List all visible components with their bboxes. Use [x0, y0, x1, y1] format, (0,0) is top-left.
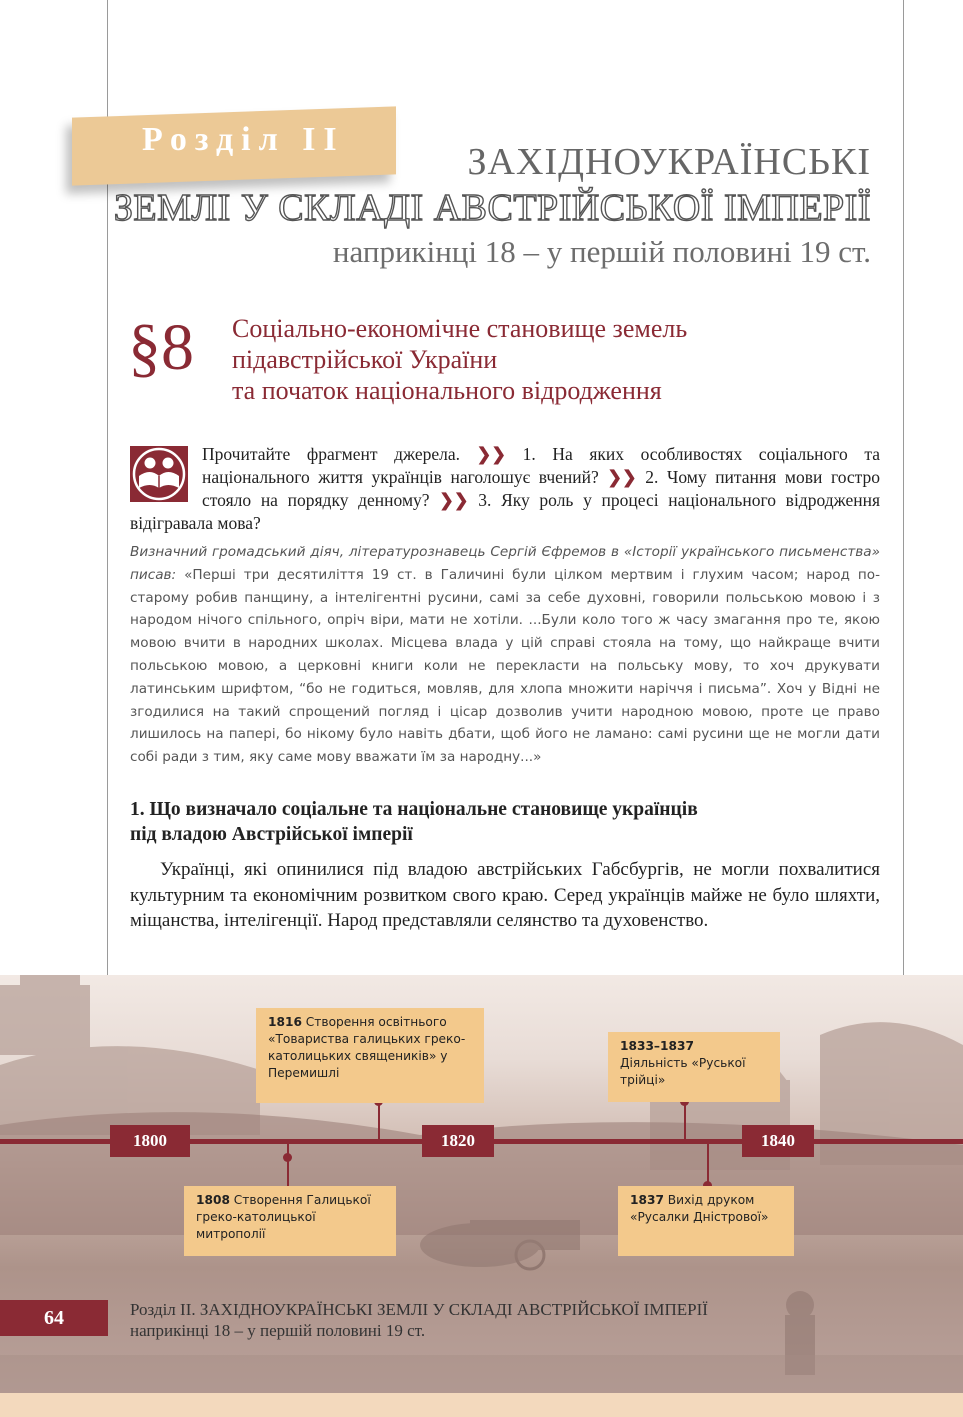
chapter-label: Розділ ІІ	[142, 121, 345, 158]
quote-intro: Визначний громадський діяч, літературознавець Сергій Єфремов в «Історії українського письменства» писав:	[130, 544, 880, 583]
timeline-event-date: 1808	[196, 1193, 230, 1207]
timeline-stem-1837	[707, 1142, 709, 1186]
footer-line1: Розділ ІІ. ЗАХІДНОУКРАЇНСЬКІ ЗЕМЛІ У СКЛАДІ АВСТРІЙСЬКОЇ ІМПЕРІЇ	[130, 1300, 708, 1319]
timeline-stem-1816	[378, 1100, 380, 1142]
timeline-event-1837	[618, 1186, 794, 1256]
timeline-event-text: Вихід друком «Русалки Дністрової»	[630, 1193, 769, 1224]
paragraph-title-line1: Соціально-економічне становище земель	[232, 314, 688, 343]
timeline-event-text: Діяльність «Руської трійці»	[620, 1056, 746, 1087]
task-icon-spacer	[130, 443, 202, 503]
bottom-strip	[0, 1393, 963, 1417]
paragraph-title-line2: підавстрійської України	[232, 345, 498, 374]
paragraph-number: §8	[128, 311, 194, 384]
source-quote	[130, 541, 880, 769]
chapter-title-line2: ЗЕМЛІ У СКЛАДІ АВСТРІЙСЬКОЇ ІМПЕРІЇ	[113, 187, 871, 229]
footer-line2: наприкінці 18 – у першій половині 19 ст.	[130, 1321, 426, 1340]
section-heading-line2: під владою Австрійської імперії	[130, 824, 413, 845]
timeline-event-date: 1833–1837	[620, 1039, 694, 1053]
timeline-marker-1808	[283, 1153, 292, 1162]
double-chevron-icon: ❯❯	[439, 490, 469, 510]
task-block	[130, 443, 880, 535]
page-number: 64	[0, 1300, 108, 1336]
section-heading	[130, 797, 850, 847]
chapter-title-line3: наприкінці 18 – у першій половині 19 ст.	[332, 234, 871, 269]
timeline-stem-1833	[684, 1100, 686, 1142]
timeline-event-1816	[256, 1008, 484, 1103]
timeline-event-date: 1837	[630, 1193, 664, 1207]
double-chevron-icon: ❯❯	[476, 444, 506, 464]
section-heading-line1: 1. Що визначало соціальне та національне становище українців	[130, 799, 698, 820]
timeline-stem-1808	[287, 1142, 289, 1186]
quote-text: «Перші три десятиліття 19 ст. в Галичині були цілком мертвим і глухим часом; народ по-старому робив панщину, а інтелігентні русини, самі за себе духовні, говорили польською мовою і з народом нічого спільного, опріч віри, мати не хотіли. ...Були коло того ж часу змагання про те, якою мовою вчити в народних школах. Місцева влада у цій справі стояла на тому, що найкраще вчити польською мовою, а церковні книги коли не перекласти на польську мову, то хоч друкувати латинським шрифтом, “бо не годиться, мовляв, для хлопа множити наріччя і письма”. Хоч у Відні не згодилися на такий спрощений погляд і цісар дозволив учити народною мовою, проте це право лишилось на папері, бо нікому було навіть дбати, щоб його не ламано: самі русини ще не могли дати собі ради з тим, яку саме мову вважати їм за народну...»	[130, 566, 880, 766]
section-body: Українці, які опинилися під владою австрійських Габсбургів, не могли похвалитися культурним та економічним розвитком свого краю. Серед українців майже не було шляхти, міщанства, інтелігенції. Народ представляли селянство та духовенство.	[130, 859, 880, 931]
task-intro: Прочитайте фрагмент джерела.	[202, 444, 461, 464]
double-chevron-icon: ❯❯	[607, 467, 637, 487]
paragraph-title-line3: та початок національного відродження	[232, 376, 662, 405]
timeline-year-1840: 1840	[742, 1125, 814, 1157]
running-footer	[130, 1299, 708, 1341]
timeline-year-1800: 1800	[110, 1125, 190, 1157]
paragraph-title	[232, 313, 687, 406]
timeline-event-1833	[608, 1032, 780, 1102]
timeline-event-1808	[184, 1186, 396, 1256]
timeline-year-1820: 1820	[422, 1125, 494, 1157]
timeline-event-text: Створення Галицької греко-католицької митрополії	[196, 1193, 371, 1241]
chapter-title-line1: ЗАХІДНОУКРАЇНСЬКІ	[467, 141, 871, 183]
task-question-3: 3. Яку роль у процесі національного відродження відігравала мова?	[130, 490, 881, 533]
timeline-event-date: 1816	[268, 1015, 302, 1029]
task-question-1: 1. На яких особливостях соціального та національного життя українців наголошує вчений?	[202, 444, 881, 487]
timeline-event-text: Створення освітнього «Товариства галицьких греко-католицьких священиків» у Перемишлі	[268, 1015, 466, 1080]
task-question-2: 2. Чому питання мови гостро стояло на порядку денному?	[202, 467, 881, 510]
